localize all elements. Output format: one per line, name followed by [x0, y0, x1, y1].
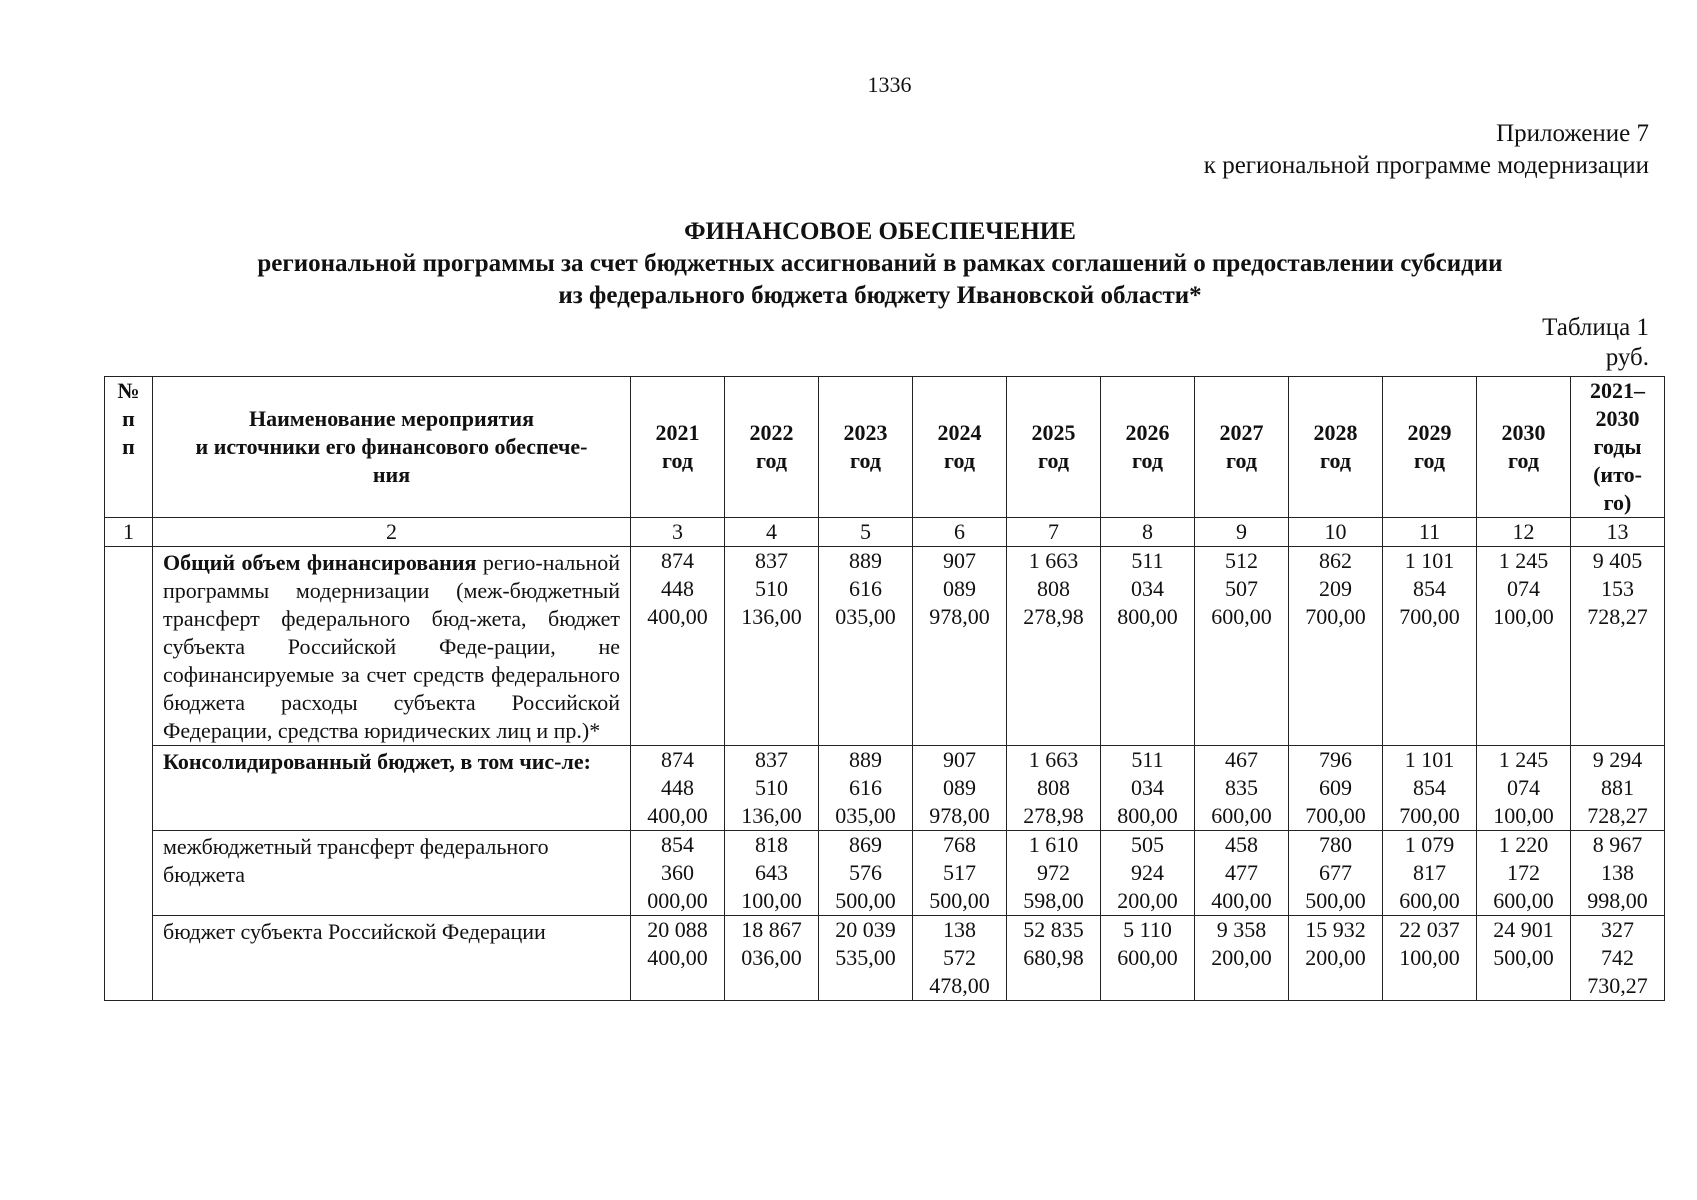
row-name — [153, 547, 631, 746]
value-cell: 505 924 200,00 — [1101, 831, 1195, 916]
header-year: 2029 год — [1383, 377, 1477, 518]
value-cell: 1 245 074 100,00 — [1477, 547, 1571, 746]
value-cell: 138 572 478,00 — [913, 916, 1007, 1001]
value-cell: 874 448 400,00 — [631, 746, 725, 831]
row-name — [153, 916, 631, 1001]
row-name — [153, 831, 631, 916]
value-cell: 24 901 500,00 — [1477, 916, 1571, 1001]
column-number: 11 — [1383, 518, 1477, 547]
header-name: Наименование мероприятия и источники его финансового обеспече- ния — [153, 377, 631, 518]
appendix-line-2: к региональной программе модернизации — [1203, 152, 1649, 179]
header-year: 2027 год — [1195, 377, 1289, 518]
row-name-rest: межбюджетный трансферт федерального бюджета — [163, 834, 549, 887]
header-year: 2022 год — [725, 377, 819, 518]
value-cell: 8 967 138 998,00 — [1571, 831, 1665, 916]
value-cell: 1 101 854 700,00 — [1383, 746, 1477, 831]
column-number-row — [105, 518, 1665, 547]
value-cell: 9 358 200,00 — [1195, 916, 1289, 1001]
value-cell: 862 209 700,00 — [1289, 547, 1383, 746]
value-cell: 22 037 100,00 — [1383, 916, 1477, 1001]
table-row-total — [105, 547, 1665, 746]
value-cell: 9 294 881 728,27 — [1571, 746, 1665, 831]
column-number: 13 — [1571, 518, 1665, 547]
header-year: 2026 год — [1101, 377, 1195, 518]
value-cell: 511 034 800,00 — [1101, 547, 1195, 746]
header-total: 2021– 2030 годы (ито- го) — [1571, 377, 1665, 518]
header-year: 2028 год — [1289, 377, 1383, 518]
page-number: 1336 — [867, 72, 912, 97]
financing-table — [104, 376, 1665, 1001]
value-cell: 1 663 808 278,98 — [1007, 746, 1101, 831]
column-number: 10 — [1289, 518, 1383, 547]
column-number: 9 — [1195, 518, 1289, 547]
value-cell: 20 039 535,00 — [819, 916, 913, 1001]
row-name-bold: Консолидированный бюджет, в том чис-ле: — [163, 749, 591, 774]
value-cell: 796 609 700,00 — [1289, 746, 1383, 831]
column-number: 5 — [819, 518, 913, 547]
document-title — [60, 216, 1697, 312]
appendix-line-1: Приложение 7 — [1496, 120, 1649, 147]
table-row-federal-transfer — [105, 831, 1665, 916]
table-row-consolidated — [105, 746, 1665, 831]
row-name-rest: регио-нальной программы модернизации (меж-бюджетный трансферт федерального бюд-жета, бюджет субъекта Российской Феде-рации, не софинансируемые за счет средств федерального бюджета расходы субъекта Российской Федерации, средства юридических лиц и пр.)* — [163, 550, 620, 743]
value-cell: 889 616 035,00 — [819, 746, 913, 831]
column-number: 4 — [725, 518, 819, 547]
column-number: 6 — [913, 518, 1007, 547]
header-no: № п п — [105, 377, 153, 518]
value-cell: 9 405 153 728,27 — [1571, 547, 1665, 746]
value-cell: 15 932 200,00 — [1289, 916, 1383, 1001]
appendix-note — [1204, 118, 1649, 182]
unit-label: руб. — [1605, 344, 1649, 371]
value-cell: 1 079 817 600,00 — [1383, 831, 1477, 916]
header-year: 2024 год — [913, 377, 1007, 518]
value-cell: 869 576 500,00 — [819, 831, 913, 916]
value-cell: 874 448 400,00 — [631, 547, 725, 746]
column-number: 1 — [105, 518, 153, 547]
value-cell: 458 477 400,00 — [1195, 831, 1289, 916]
title-line-3: из федерального бюджета бюджету Ивановской области* — [558, 282, 1202, 309]
value-cell: 1 101 854 700,00 — [1383, 547, 1477, 746]
value-cell: 1 245 074 100,00 — [1477, 746, 1571, 831]
header-year: 2025 год — [1007, 377, 1101, 518]
column-number: 2 — [153, 518, 631, 547]
column-number: 7 — [1007, 518, 1101, 547]
header-year: 2023 год — [819, 377, 913, 518]
row-name — [153, 746, 631, 831]
value-cell: 18 867 036,00 — [725, 916, 819, 1001]
value-cell: 1 663 808 278,98 — [1007, 547, 1101, 746]
table-row-subject-budget — [105, 916, 1665, 1001]
value-cell: 889 616 035,00 — [819, 547, 913, 746]
row-name-bold: Общий объем финансирования — [163, 550, 477, 575]
row-number-cell — [105, 547, 153, 1001]
value-cell: 52 835 680,98 — [1007, 916, 1101, 1001]
header-year: 2021 год — [631, 377, 725, 518]
title-line-1: ФИНАНСОВОЕ ОБЕСПЕЧЕНИЕ — [684, 218, 1076, 245]
title-line-2: региональной программы за счет бюджетных ассигнований в рамках соглашений о предоставлении субсидии — [257, 250, 1503, 277]
value-cell: 512 507 600,00 — [1195, 547, 1289, 746]
value-cell: 818 643 100,00 — [725, 831, 819, 916]
row-name-rest: бюджет субъекта Российской Федерации — [163, 919, 546, 944]
header-year: 2030 год — [1477, 377, 1571, 518]
value-cell: 837 510 136,00 — [725, 547, 819, 746]
value-cell: 837 510 136,00 — [725, 746, 819, 831]
value-cell: 768 517 500,00 — [913, 831, 1007, 916]
table-label: Таблица 1 — [1542, 314, 1649, 341]
value-cell: 327 742 730,27 — [1571, 916, 1665, 1001]
value-cell: 780 677 500,00 — [1289, 831, 1383, 916]
value-cell: 467 835 600,00 — [1195, 746, 1289, 831]
value-cell: 1 220 172 600,00 — [1477, 831, 1571, 916]
value-cell: 1 610 972 598,00 — [1007, 831, 1101, 916]
value-cell: 20 088 400,00 — [631, 916, 725, 1001]
value-cell: 5 110 600,00 — [1101, 916, 1195, 1001]
value-cell: 854 360 000,00 — [631, 831, 725, 916]
column-number: 3 — [631, 518, 725, 547]
column-number: 8 — [1101, 518, 1195, 547]
value-cell: 907 089 978,00 — [913, 547, 1007, 746]
value-cell: 511 034 800,00 — [1101, 746, 1195, 831]
column-number: 12 — [1477, 518, 1571, 547]
value-cell: 907 089 978,00 — [913, 746, 1007, 831]
header-row — [105, 377, 1665, 518]
